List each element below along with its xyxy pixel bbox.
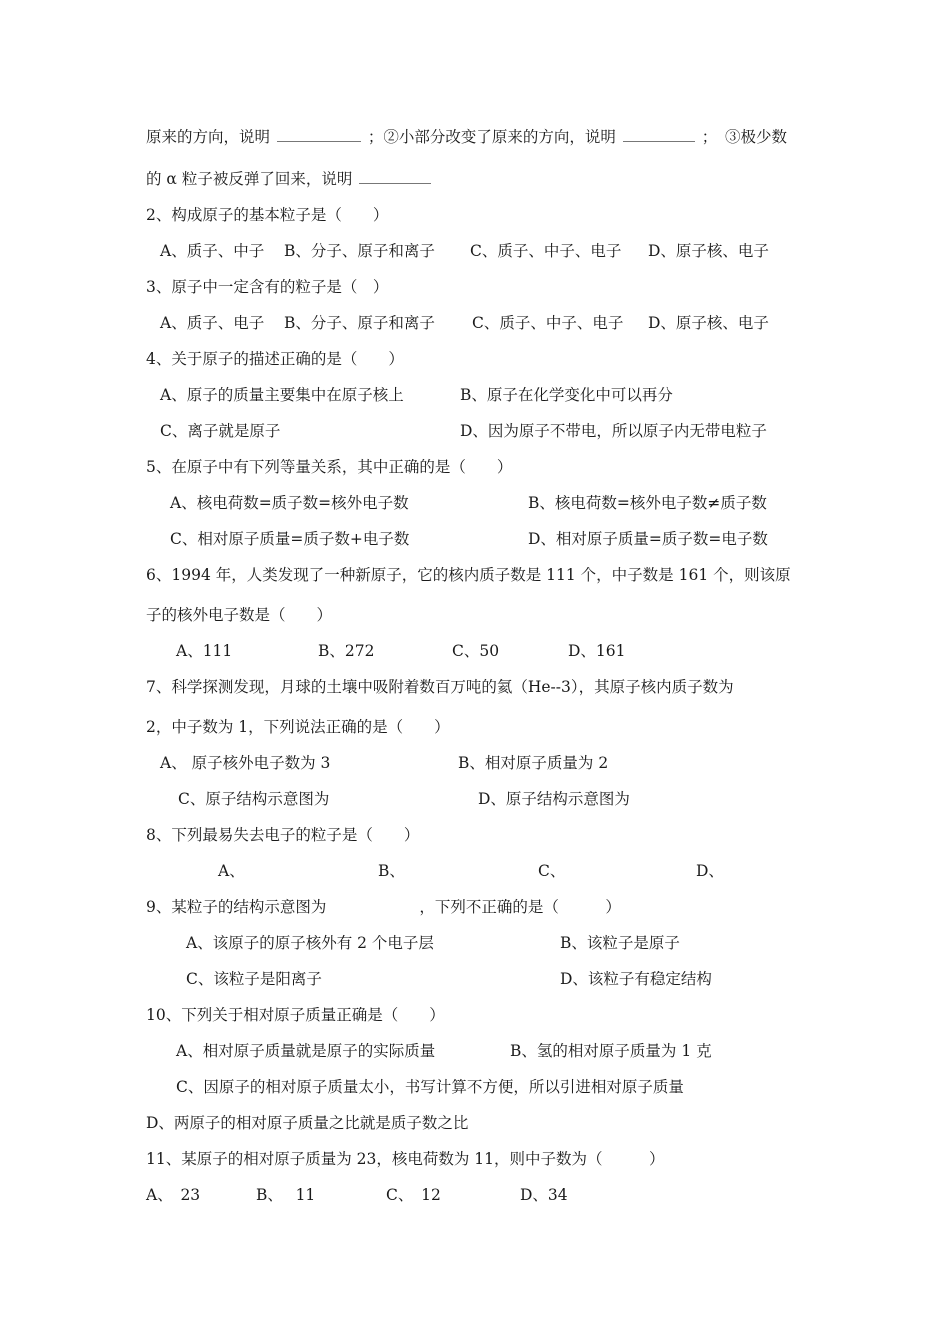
q8-option-a[interactable]: A、 — [218, 862, 245, 880]
question-10-stem: 10、下列关于相对原子质量正确是（ ） — [146, 1006, 445, 1024]
q11-option-b[interactable]: B、 11 — [256, 1186, 316, 1204]
question-2-stem: 2、构成原子的基本粒子是（ ） — [146, 206, 389, 224]
answer-blank-2[interactable] — [623, 127, 695, 142]
q3-option-b[interactable]: B、分子、原子和离子 — [284, 314, 435, 332]
question-5-stem: 5、在原子中有下列等量关系，其中正确的是（ ） — [146, 458, 513, 476]
intro-line-2 — [146, 168, 433, 190]
q5-option-d[interactable]: D、相对原子质量=质子数=电子数 — [528, 530, 768, 548]
question-7-stem: 7、科学探测发现，月球的土壤中吸附着数百万吨的氦（He--3），其原子核内质子数为 — [146, 678, 734, 696]
q7-option-a[interactable]: A、 原子核外电子数为 3 — [160, 754, 331, 772]
q4-option-a[interactable]: A、原子的质量主要集中在原子核上 — [160, 386, 404, 404]
answer-blank-3[interactable] — [359, 169, 431, 184]
question-11-stem: 11、某原子的相对原子质量为 23，核电荷数为 11，则中子数为（ ） — [146, 1150, 665, 1168]
q6-option-d[interactable]: D、161 — [568, 642, 626, 660]
q7-option-b[interactable]: B、相对原子质量为 2 — [458, 754, 609, 772]
q10-option-a[interactable]: A、相对原子质量就是原子的实际质量 — [176, 1042, 436, 1060]
q3-option-d[interactable]: D、原子核、电子 — [648, 314, 769, 332]
q6-option-a[interactable]: A、111 — [176, 642, 233, 660]
q2-option-c[interactable]: C、质子、中子、电子 — [470, 242, 622, 260]
question-4-stem: 4、关于原子的描述正确的是（ ） — [146, 350, 404, 368]
q6-option-c[interactable]: C、50 — [452, 642, 500, 660]
intro-line-1 — [146, 126, 787, 148]
q4-option-c[interactable]: C、离子就是原子 — [160, 422, 281, 440]
question-8-stem: 8、下列最易失去电子的粒子是（ ） — [146, 826, 420, 844]
q5-option-b[interactable]: B、核电荷数=核外电子数≠质子数 — [528, 494, 767, 512]
intro-text-c: ； ③极少数 — [701, 128, 788, 146]
q11-option-a[interactable]: A、 23 — [146, 1186, 201, 1204]
q3-option-c[interactable]: C、质子、中子、电子 — [472, 314, 624, 332]
q9-option-d[interactable]: D、该粒子有稳定结构 — [560, 970, 712, 988]
question-7-stem-cont: 2，中子数为 1，下列说法正确的是（ ） — [146, 718, 450, 736]
q7-option-d[interactable]: D、原子结构示意图为 — [478, 790, 630, 808]
q10-option-b[interactable]: B、氢的相对原子质量为 1 克 — [510, 1042, 712, 1060]
q4-option-b[interactable]: B、原子在化学变化中可以再分 — [460, 386, 673, 404]
q7-option-c[interactable]: C、原子结构示意图为 — [178, 790, 330, 808]
question-6-stem-cont: 子的核外电子数是（ ） — [146, 606, 333, 624]
question-6-stem: 6、1994 年，人类发现了一种新原子，它的核内质子数是 111 个，中子数是 161 个，则该原 — [146, 566, 791, 584]
q6-option-b[interactable]: B、272 — [318, 642, 375, 660]
q8-option-d[interactable]: D、 — [696, 862, 724, 880]
intro-text-d: 的 α 粒子被反弹了回来，说明 — [146, 170, 353, 188]
q3-option-a[interactable]: A、质子、电子 — [160, 314, 265, 332]
q10-option-c[interactable]: C、因原子的相对原子质量太小，书写计算不方便，所以引进相对原子质量 — [176, 1078, 684, 1096]
question-3-stem: 3、原子中一定含有的粒子是（ ） — [146, 278, 389, 296]
question-9-stem: 9、某粒子的结构示意图为 ，下列不正确的是（ ） — [146, 898, 621, 916]
q2-option-a[interactable]: A、质子、中子 — [160, 242, 265, 260]
q11-option-c[interactable]: C、 12 — [386, 1186, 441, 1204]
q2-option-b[interactable]: B、分子、原子和离子 — [284, 242, 435, 260]
answer-blank-1[interactable] — [277, 127, 361, 142]
q9-option-b[interactable]: B、该粒子是原子 — [560, 934, 680, 952]
q2-option-d[interactable]: D、原子核、电子 — [648, 242, 769, 260]
q9-option-a[interactable]: A、该原子的原子核外有 2 个电子层 — [186, 934, 434, 952]
q5-option-c[interactable]: C、相对原子质量=质子数+电子数 — [170, 530, 410, 548]
q9-option-c[interactable]: C、该粒子是阳离子 — [186, 970, 322, 988]
q5-option-a[interactable]: A、核电荷数=质子数=核外电子数 — [170, 494, 409, 512]
q4-option-d[interactable]: D、因为原子不带电，所以原子内无带电粒子 — [460, 422, 767, 440]
q10-option-d[interactable]: D、两原子的相对原子质量之比就是质子数之比 — [146, 1114, 469, 1132]
q8-option-b[interactable]: B、 — [378, 862, 405, 880]
q8-option-c[interactable]: C、 — [538, 862, 566, 880]
intro-text-a: 原来的方向，说明 — [146, 128, 271, 146]
q11-option-d[interactable]: D、34 — [520, 1186, 568, 1204]
intro-text-b: ；②小部分改变了原来的方向，说明 — [367, 128, 616, 146]
